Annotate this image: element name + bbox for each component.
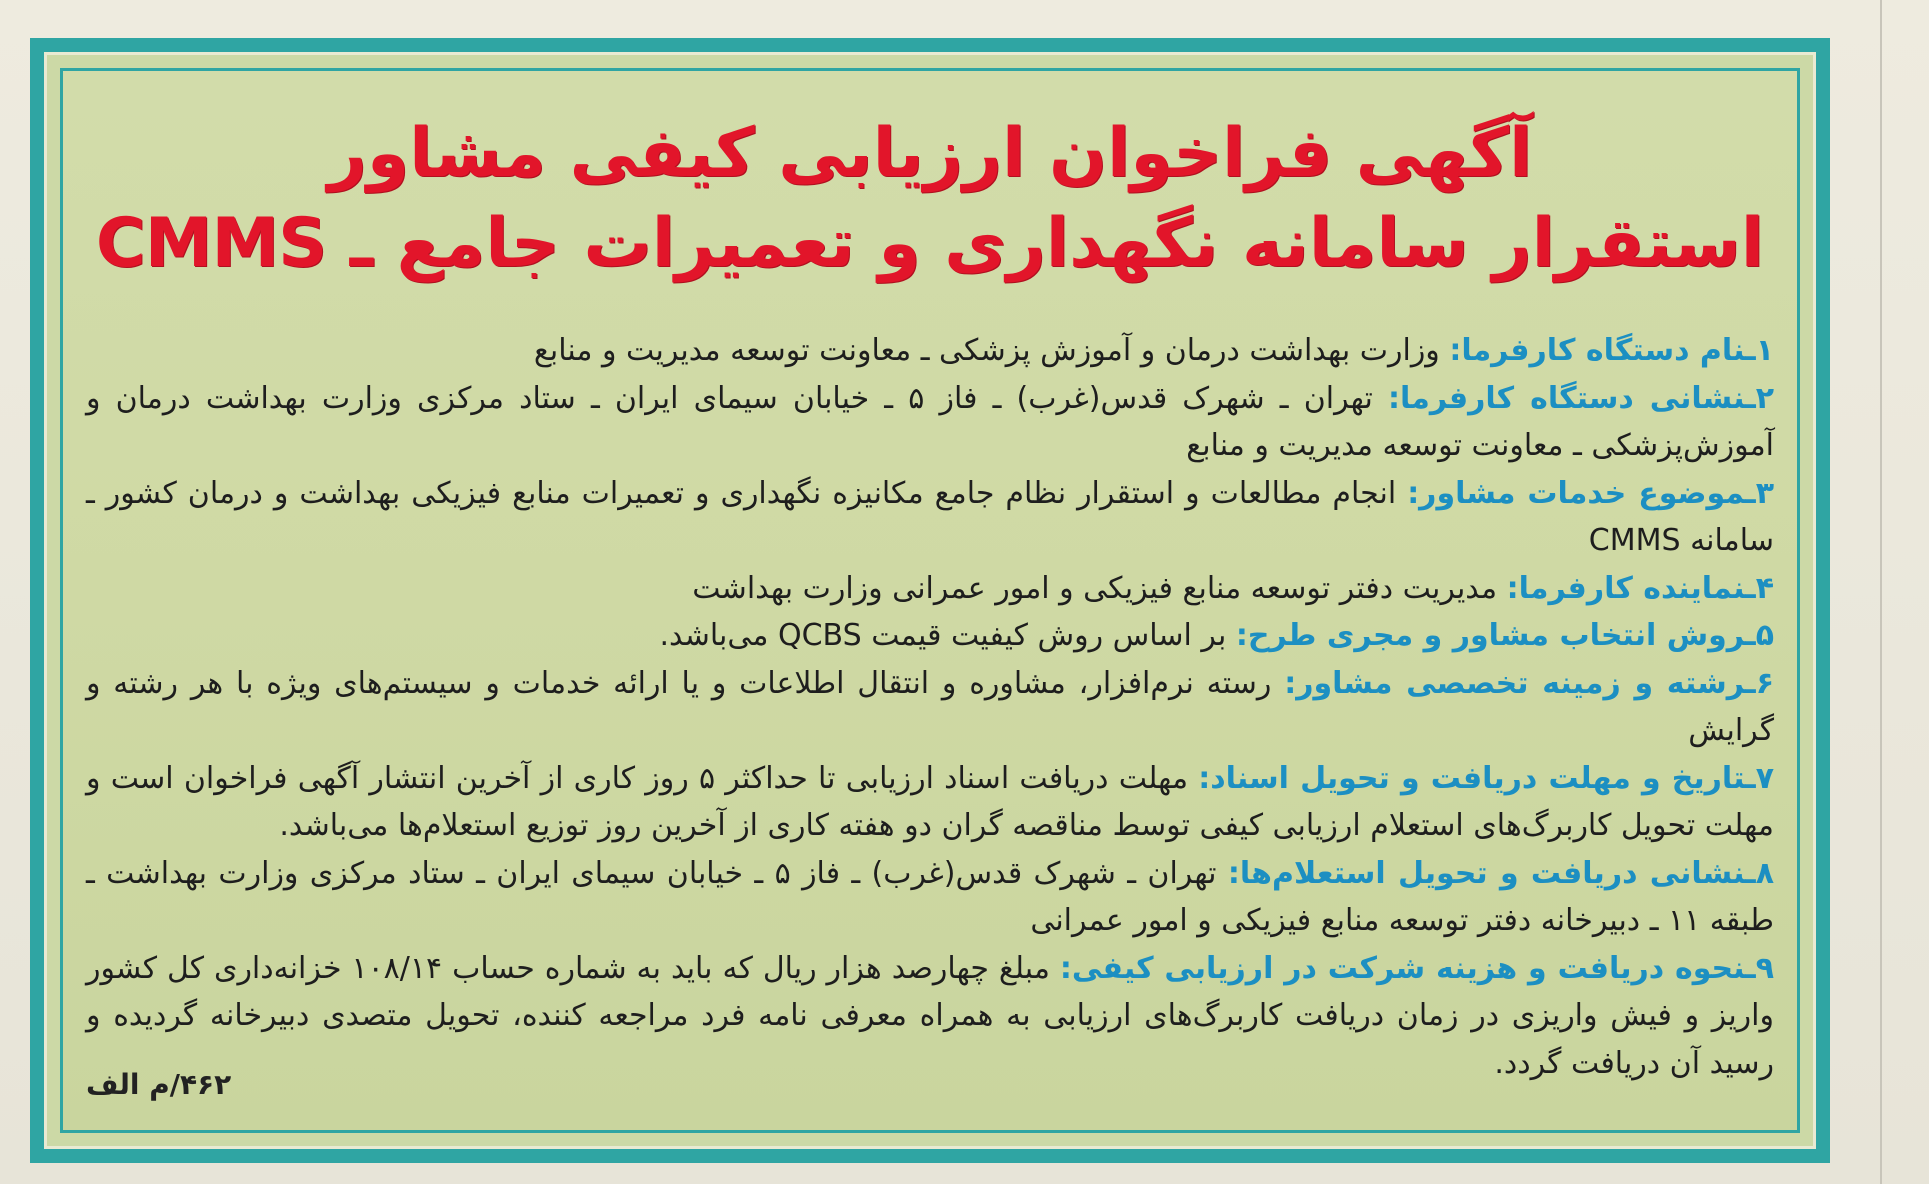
item-number: ۲ـ — [1745, 380, 1775, 416]
item-text: تهران ـ شهرک قدس(غرب) ـ فاز ۵ ـ خیابان سیمای ایران ـ ستاد مرکزی وزارت بهداشت ـ طبقه ۱۱ ـ دبیرخانه دفتر توسعه منابع فیزیکی و امور عمرانی — [86, 855, 1774, 938]
item-text: تهران ـ شهرک قدس(غرب) ـ فاز ۵ ـ خیابان سیمای ایران ـ ستاد مرکزی وزارت بهداشت درمان و آموزش‌پزشکی ـ معاونت توسعه مدیریت و منابع — [86, 380, 1774, 463]
notice-item-selection-method — [86, 612, 1774, 660]
item-label: روش انتخاب مشاور و مجری طرح: — [1235, 618, 1746, 653]
notice-frame — [30, 38, 1830, 1163]
item-text: وزارت بهداشت درمان و آموزش پزشکی ـ معاونت توسعه مدیریت و منابع — [533, 333, 1450, 368]
item-label: رشته و زمینه تخصصی مشاور: — [1284, 665, 1746, 701]
notice-item-specialty — [86, 660, 1774, 755]
item-label: موضوع خدمات مشاور: — [1407, 475, 1746, 511]
item-text: انجام مطالعات و استقرار نظام جامع مکانیزه نگهداری و تعمیرات منابع فیزیکی بهداشت و درمان کشور ـ سامانه CMMS — [86, 475, 1774, 558]
item-label: نشانی دریافت و تحویل استعلام‌ها: — [1227, 855, 1746, 891]
item-text: مدیریت دفتر توسعه منابع فیزیکی و امور عمرانی وزارت بهداشت — [692, 570, 1507, 606]
notice-item-employer-representative — [86, 565, 1774, 613]
item-label: نام دستگاه کارفرما: — [1449, 333, 1746, 368]
item-label: نحوه دریافت و هزینه شرکت در ارزیابی کیفی: — [1059, 950, 1746, 986]
item-label: تاریخ و مهلت دریافت و تحویل اسناد: — [1198, 760, 1746, 796]
notice-item-employer-name — [86, 327, 1774, 375]
notice-item-delivery-address — [86, 850, 1774, 945]
notice-reference-code: ۴۶۲/م الف — [86, 1068, 232, 1101]
item-number: ۷ـ — [1745, 760, 1774, 796]
item-number: ۶ـ — [1745, 665, 1774, 701]
item-number: ۳ـ — [1745, 475, 1774, 511]
notice-item-employer-address — [86, 375, 1774, 470]
item-number: ۸ـ — [1745, 855, 1774, 891]
notice-title-line2: استقرار سامانه نگهداری و تعمیرات جامع ـ CMMS — [95, 204, 1765, 283]
item-number: ۵ـ — [1745, 618, 1774, 653]
item-text: بر اساس روش کیفیت قیمت QCBS می‌باشد. — [659, 618, 1236, 653]
notice-body — [86, 327, 1774, 1087]
item-label: نماینده کارفرما: — [1506, 570, 1746, 606]
item-text: مبلغ چهارصد هزار ریال که باید به شماره حساب ۱۰۸/۱۴ خزانه‌داری کل کشور واریز و فیش واریزی در زمان دریافت کاربرگ‌های ارزیابی به همراه معرفی نامه فرد مراجعه کننده، تحویل متصدی دبیرخانه گردیده و رسید آن دریافت گردد. — [86, 950, 1774, 1081]
item-number: ۱ـ — [1745, 333, 1774, 368]
notice-item-fee — [86, 945, 1774, 1088]
item-number: ۹ـ — [1745, 950, 1774, 986]
item-text: رسته نرم‌افزار، مشاوره و انتقال اطلاعات و یا ارائه خدمات و سیستم‌های ویژه با هر رشته و گرایش — [86, 665, 1774, 748]
page-fold-line — [1880, 0, 1882, 1184]
item-label: نشانی دستگاه کارفرما: — [1387, 380, 1746, 416]
notice-title-line1: آگهی فراخوان ارزیابی کیفی مشاور — [327, 114, 1533, 193]
notice-item-deadlines — [86, 755, 1774, 850]
notice-item-service-subject — [86, 470, 1774, 565]
item-number: ۴ـ — [1745, 570, 1774, 606]
item-text: مهلت دریافت اسناد ارزیابی تا حداکثر ۵ روز کاری از آخرین انتشار آگهی فراخوان است و مهلت تحویل کاربرگ‌های استعلام ارزیابی کیفی توسط مناقصه گران دو هفته کاری از آخرین روز توزیع استعلام‌ها می‌باشد. — [86, 760, 1774, 843]
